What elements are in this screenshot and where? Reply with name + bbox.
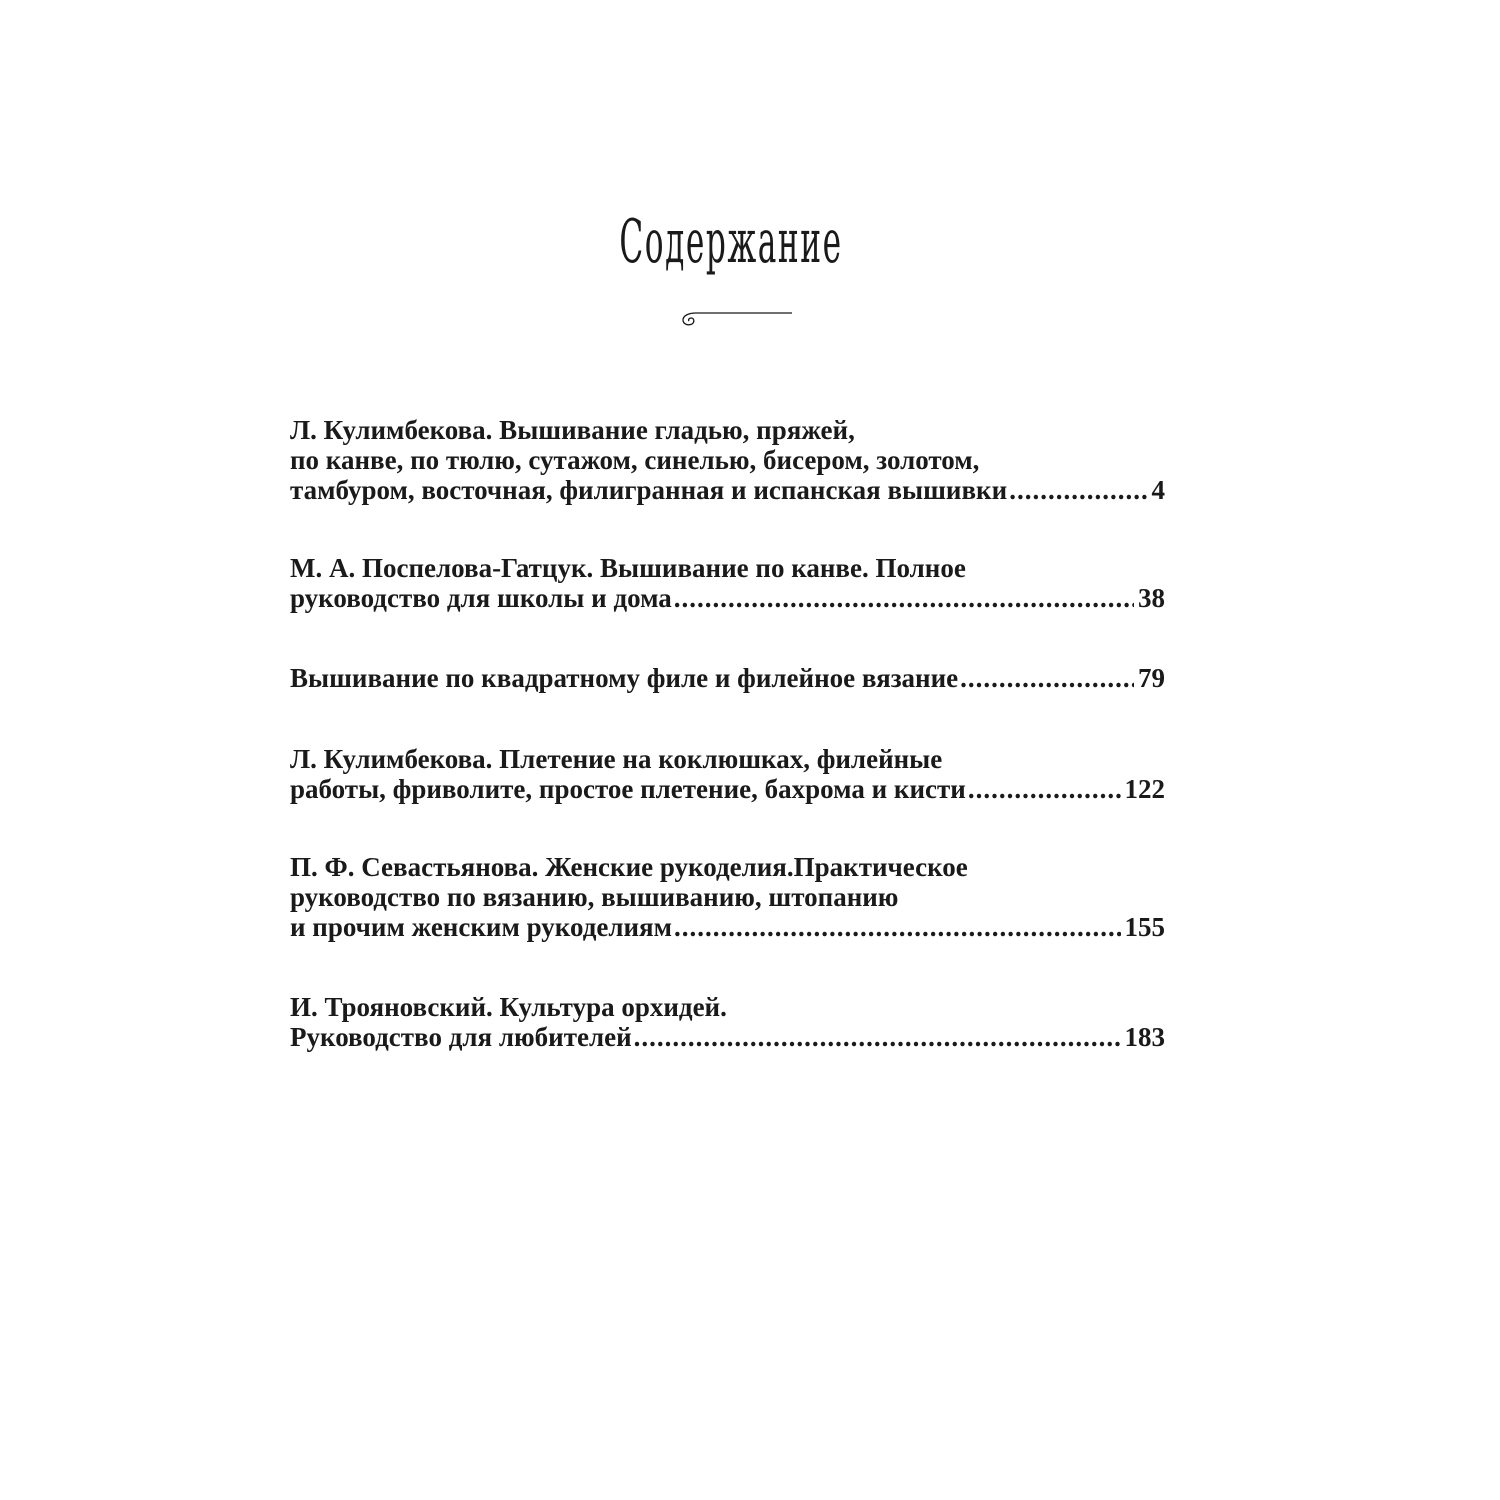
toc-entry-line: П. Ф. Севастьянова. Женские рукоделия.Практическое	[290, 852, 968, 882]
toc-entry-line: по канве, по тюлю, сутажом, синелью, бисером, золотом,	[290, 445, 980, 475]
toc-entry-line: Л. Кулимбекова. Вышивание гладью, пряжей,	[290, 415, 855, 445]
toc-page-number: 79	[1138, 663, 1165, 693]
toc-entry[interactable]	[290, 992, 1165, 1052]
toc-entry[interactable]	[290, 852, 1165, 942]
page-title: Содержание	[619, 207, 843, 277]
dot-leader	[1009, 475, 1147, 505]
toc-entry-last-line	[290, 583, 1165, 613]
toc-entry-line: И. Трояновский. Культура орхидей.	[290, 992, 727, 1022]
toc-entry-line: руководство для школы и дома	[290, 583, 672, 613]
toc-page-number: 38	[1138, 583, 1165, 613]
toc-entry-line: руководство по вязанию, вышиванию, штопанию	[290, 882, 899, 912]
toc-entry-line: М. А. Поспелова-Гатцук. Вышивание по канве. Полное	[290, 553, 966, 583]
flourish-ornament-icon	[674, 303, 800, 331]
dot-leader	[634, 1022, 1121, 1052]
toc-entry[interactable]	[290, 553, 1165, 613]
toc-entry-line: Л. Кулимбекова. Плетение на коклюшках, филейные	[290, 744, 943, 774]
toc-entry-last-line	[290, 912, 1165, 942]
toc-entry-line: Руководство для любителей	[290, 1022, 632, 1052]
toc-entry[interactable]	[290, 415, 1165, 505]
toc-entry-line: и прочим женским рукоделиям	[290, 912, 673, 942]
dot-leader	[674, 912, 1120, 942]
toc-entry-line: тамбуром, восточная, филигранная и испанская вышивки	[290, 475, 1008, 505]
dot-leader	[968, 774, 1121, 804]
toc-entry[interactable]	[290, 744, 1165, 804]
dot-leader	[960, 663, 1134, 693]
toc-page-number: 122	[1124, 774, 1165, 804]
toc-entry-last-line	[290, 774, 1165, 804]
toc-entry-line: Вышивание по квадратному филе и филейное вязание	[290, 663, 959, 693]
toc-entry-line: работы, фриволите, простое плетение, бахрома и кисти	[290, 774, 966, 804]
toc-page-number: 4	[1151, 475, 1165, 505]
toc-entry-last-line	[290, 1022, 1165, 1052]
toc-entry[interactable]	[290, 663, 1165, 693]
toc-entry-last-line	[290, 475, 1165, 505]
dot-leader	[674, 583, 1134, 613]
toc-page-number: 183	[1124, 1022, 1165, 1052]
toc-page-number: 155	[1124, 912, 1165, 942]
toc-entry-last-line	[290, 663, 1165, 693]
